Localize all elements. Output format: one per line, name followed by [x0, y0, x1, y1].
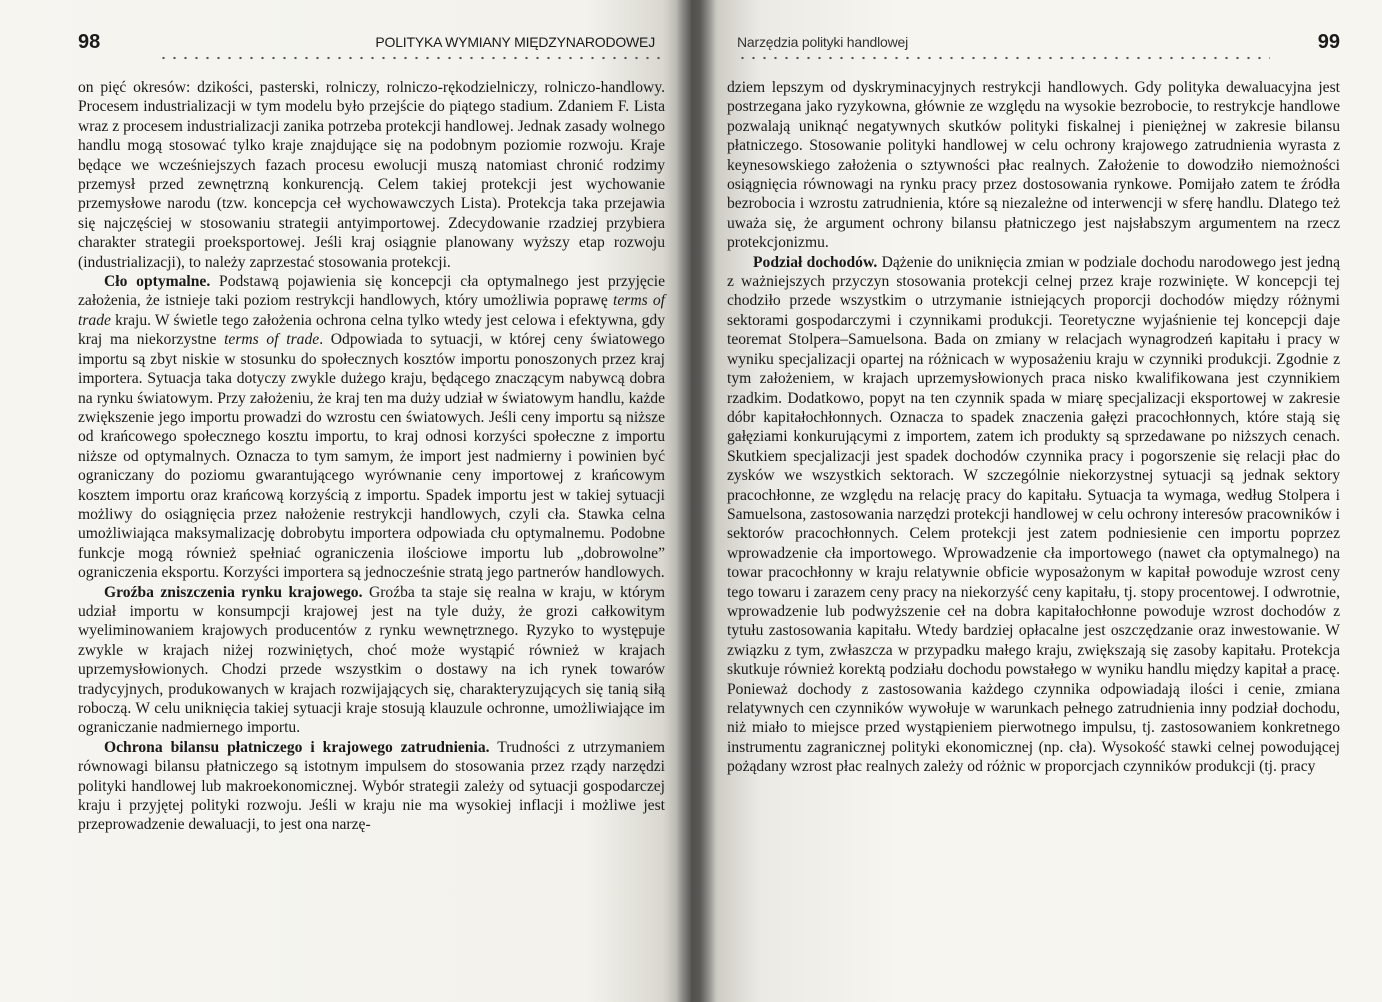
- paragraph: [78, 738, 665, 835]
- run-in-heading: Podział dochodów.: [753, 253, 878, 271]
- paragraph: [727, 253, 1340, 777]
- left-page-body: [78, 78, 665, 835]
- paragraph: [78, 272, 665, 583]
- paragraph-text: kraju. W świetle tego założenia ochrona celna tylko wtedy jest celowa i efektywna, gdy kraj ma niekorzystne: [78, 311, 665, 349]
- italic-term: terms of trade: [224, 331, 320, 349]
- right-page-body: [727, 78, 1340, 777]
- paragraph-text: Dążenie do uniknięcia zmian w podziale dochodu narodowego jest jedną z ważniejszych przyczyn stosowania protekcji celnej przez kraje rozwinięte. W koncepcji tej chodziło przede wszystkim o utrzymanie istniejących proporcji dochodów między różnymi sektorami gospodarczymi i czynnikami produkcji. Teoretyczne wyjaśnienie tej koncepcji daje teoremat Stolpera–Samuelsona. Bada on zmiany w relacjach wynagrodzeń kapitału i pracy w wyniku specjalizacji opartej na różnicach w wyposażeniu kraju w czynniki produkcji. Zgodnie z tym założeniem, w krajach uprzemysłowionych praca nisko kwalifikowana jest czynnikiem rzadkim. Dodatkowo, popyt na ten czynnik spada w miarę specjalizacji eksportowej w zakresie dóbr kapitałochłonnych. Oznacza to spadek znaczenia gałęzi pracochłonnych, które stają się gałęziami konkurującymi z importem, zatem ich produkty są sprzedawane po niższych cenach. Skutkiem specjalizacji jest spadek dochodów czynnika pracy i pogorszenie się relacji płac do zysków we wszystkich sektorach. W szczególnie niekorzystnej sytuacji są jednak sektory pracochłonne, ze względu na relację pracy do kapitału. Sytuacja ta wymaga, według Stolpera i Samuelsona, zastosowania narzędzi protekcji handlowej w celu ochrony interesów pracowników i sektorów pracochłonnych. Celem protekcji jest zatem podniesienie cen importu poprzez wprowadzenie cła importowego. Wprowadzenie cła importowego (nawet cła optymalnego) na towar pracochłonny w kraju relatywnie obficie wyposażonym w kapitał powoduje wzrost ceny tego towaru i zarazem ceny pracy na niekorzyść ceny kapitału, tj. stopy procentowej. I odwrotnie, wprowadzenie lub podwyższenie ceł na dobra kapitałochłonne powoduje wzrost dochodów z tytułu zastosowania kapitału. Wtedy bardziej opłacalne jest oszczędzanie oraz inwestowanie. W związku z tym, zwłaszcza w przypadku małego kraju, zwiększają się zasoby kapitału. Protekcja skutkuje również korektą podziału dochodu powstałego w wyniku handlu między kapitał a pracę. Ponieważ dochody z zastosowania każdego czynnika odpowiadają ilości i cenie, zmiana relatywnych cen czynników wywołuje w warunkach pełnego zatrudnienia inny podział dochodu, niż miało to miejsce przed wystąpieniem pierwotnego impulsu, tj. zastosowaniem konkretnego instrumentu zagranicznej polityki ekonomicznej (np. cła). Wysokość stawki celnej powodującej pożądany wzrost płac realnych zależy od różnic w proporcjach czynników produkcji (tj. pracy: [727, 253, 1341, 776]
- page-number-left: 98: [78, 31, 101, 53]
- running-head-left: [78, 28, 665, 54]
- right-page: [691, 0, 1382, 1002]
- paragraph: [78, 78, 665, 272]
- running-head-title-left: POLITYKA WYMIANY MIĘDZYNARODOWEJ: [375, 34, 655, 50]
- dotted-rule-left: [158, 56, 665, 60]
- run-in-heading: Groźba zniszczenia rynku krajowego.: [104, 583, 363, 601]
- paragraph-text: Groźba ta staje się realna w kraju, w którym udział importu w konsumpcji krajowej jest na tyle duży, że grozi całkowitym wyeliminowaniem krajowych producentów z rynku wewnętrznego. Ryzyko to występuje zwykle w krajach niżej rozwiniętych, choć może wystąpić również w krajach uprzemysłowionych. Chodzi przede wszystkim o dostawy na ich rynek towarów tradycyjnych, produkowanych w krajach rozwijających się, charakteryzujących się tanią siłą roboczą. W celu uniknięcia takiej sytuacji kraje stosują klauzule ochronne, umożliwiające im ograniczanie nadmiernego importu.: [78, 583, 665, 737]
- paragraph-text: on pięć okresów: dzikości, pasterski, rolniczy, rolniczo-rękodzielniczy, rolniczo-handlowy. Procesem industrializacji w tym modelu było przejście do piątego stadium. Zdaniem F. Lista wraz z procesem industrializacji zanika potrzeba protekcji handlowej. Jednak zasady wolnego handlu mogą stosować tylko kraje znajdujące się na podobnym poziomie rozwoju. Kraje będące we wcześniejszych fazach procesu ewolucji muszą natomiast chronić rodzimy przemysł przed zewnętrzną konkurencją. Celem takiej protekcji jest wychowanie przemysłowe narodu (tzw. koncepcja ceł wychowawczych Lista). Protekcja taka przejawia się najczęściej w stosowaniu strategii antyimportowej. Zdecydowanie rzadziej przybiera charakter strategii proeksportowej. Jeśli kraj osiągnie planowany wyższy etap rozwoju (industrializacji), to należy zaprzestać stosowania protekcji.: [78, 79, 665, 271]
- paragraph-text: . Odpowiada to sytuacji, w której ceny światowego importu są zbyt niskie w stosunku do społecznych kosztów importu ponoszonych przez kraj importera. Sytuacja taka dotyczy zwykle dużego kraju, będącego znaczącym nabywcą dobra na rynku światowym. Przy założeniu, że kraj ten ma duży udział w światowym handlu, każde zwiększenie jego importu prowadzi do wzrostu cen światowych. Jeśli ceny importu są niższe od krańcowego społecznego kosztu importu, to kraj odnosi korzyści społeczne z importu niższe od optymalnych. Oznacza to tym samym, że import jest nadmierny i powinien być ograniczany do poziomu gwarantującego wyrównanie ceny importowej z krańcowym kosztem importu oraz krańcową korzyścią z importu. Spadek importu jest w takiej sytuacji możliwy do osiągnięcia przez nałożenie restrykcji handlowych, czyli cła. Stawka celna umożliwiająca maksymalizację dobrobytu importera odpowiada cłu optymalnemu. Podobne funkcje mogą również spełniać ograniczenia ilościowe importu lub „dobrowolne” ograniczenia eksportu. Korzyści importera są jednocześnie stratą jego partnerów handlowych.: [78, 331, 665, 582]
- paragraph-text: Trudności z utrzymaniem równowagi bilansu płatniczego są istotnym impulsem do stosowania przez rządy narzędzi polityki handlowej lub makroekonomicznej. Wybór strategii zależy od sytuacji gospodarczej kraju i przyjętej polityki rozwoju. Jeśli w kraju nie ma wysokiej inflacji i możliwe jest przeprowadzenie dewaluacji, to jest ona narzę-: [78, 738, 665, 834]
- running-head-title-right: Narzędzia polityki handlowej: [737, 34, 909, 50]
- paragraph-text: dziem lepszym od dyskryminacyjnych restrykcji handlowych. Gdy polityka dewaluacyjna jest postrzegana jako ryzykowna, głównie ze względu na wysokie bezrobocie, to restrykcje handlowe pozwalają uniknąć negatywnych skutków polityki fiskalnej i pieniężnej w zakresie bilansu płatniczego. Stosowanie polityki handlowej w celu ochrony krajowego zatrudnienia wyrasta z keynesowskiego założenia o sztywności płac realnych. Założenie to dowodziło niemożności osiągnięcia równowagi na rynku pracy przez dostosowania rynkowe. Pomijało zatem te źródła bezrobocia i wzrostu zatrudnienia, które są niezależne od interwencji w sferę handlu. Dlatego też uważa się, że argument ochrony bilansu płatniczego jest najsłabszym argumentem na rzecz protekcjonizmu.: [727, 79, 1340, 252]
- paragraph: [78, 583, 665, 738]
- paragraph-text: Podstawą pojawienia się koncepcji cła optymalnego jest przyjęcie założenia, że istnieje taki poziom restrykcji handlowych, który umożliwia poprawę: [78, 273, 666, 310]
- run-in-heading: Cło optymalne.: [104, 273, 211, 291]
- italic-term: terms of trade: [78, 292, 665, 329]
- run-in-heading: Ochrona bilansu płatniczego i krajowego zatrudnienia.: [104, 738, 490, 756]
- dotted-rule-right: [737, 56, 1270, 60]
- paragraph: [727, 78, 1340, 253]
- running-head-right: [727, 28, 1340, 54]
- page-number-right: 99: [1317, 31, 1340, 53]
